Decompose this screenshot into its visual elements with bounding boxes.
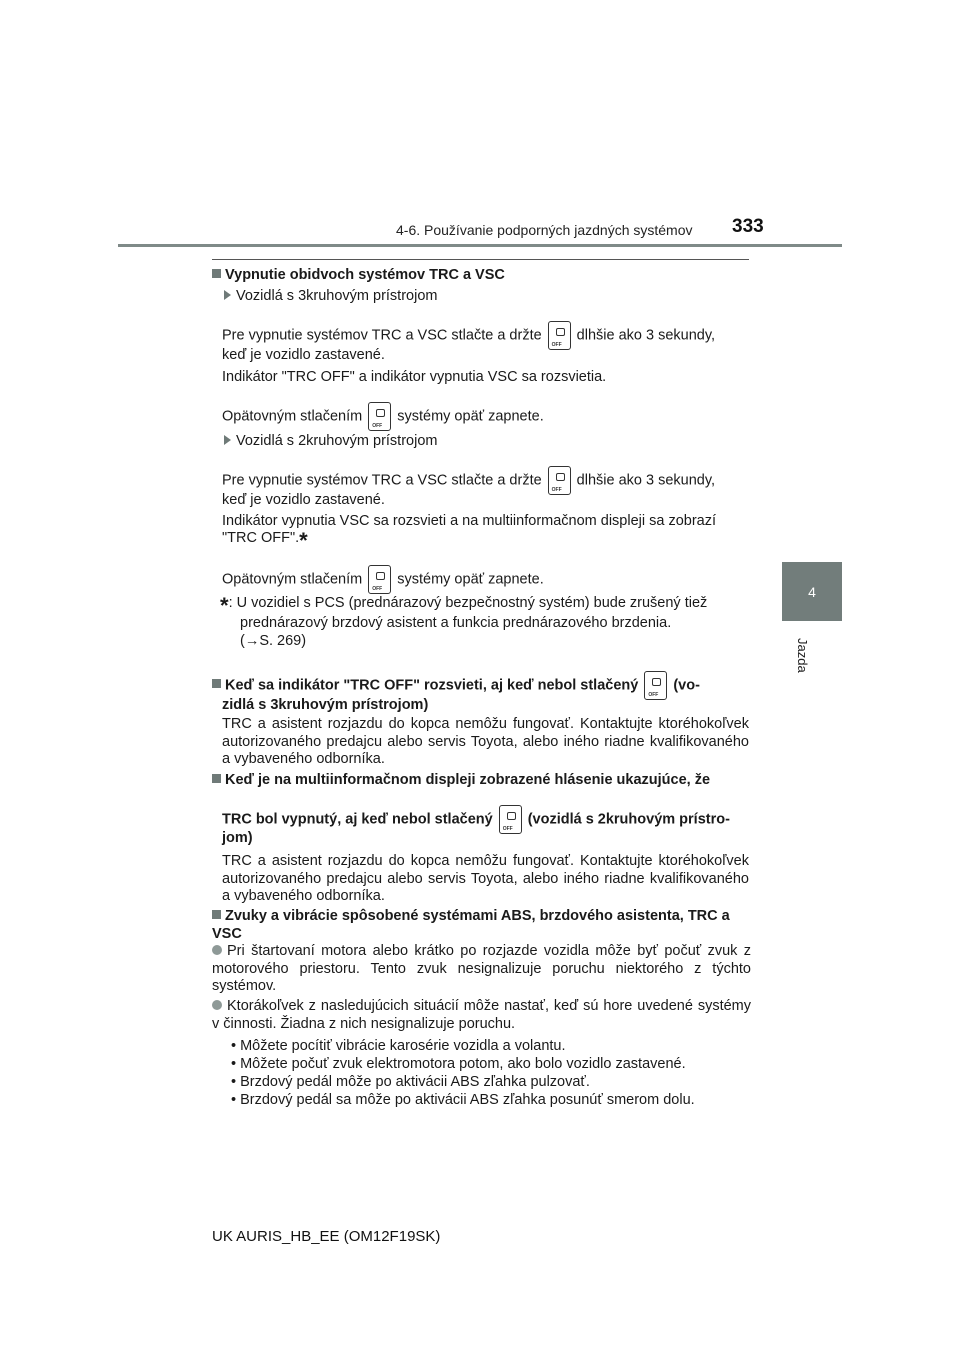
paragraph-line: keď je vozidlo zastavené. — [222, 347, 385, 363]
square-bullet-icon — [212, 679, 221, 688]
circle-bullet-icon — [212, 945, 222, 955]
square-bullet-icon — [212, 774, 221, 783]
list-item: • Brzdový pedál sa môže po aktivácii ABS zľahka posunúť smerom dolu. — [231, 1092, 695, 1108]
triangle-bullet-icon — [224, 435, 231, 445]
circle-bullet-icon — [212, 1000, 222, 1010]
vsc-off-switch-icon — [644, 671, 667, 700]
paragraph-line: "TRC OFF".* — [222, 528, 308, 553]
footnote-marker: * — [299, 528, 308, 553]
paragraph-line: Pre vypnutie systémov TRC a VSC stlačte a držteOFF dlhšie ako 3 sekundy, — [222, 466, 715, 495]
list-item: • Môžete počuť zvuk elektromotora potom, ako bolo vozidlo zastavené. — [231, 1056, 686, 1072]
section-heading-noise-vibration: Zvuky a vibrácie spôsobené systémami ABS, brzdového asistenta, TRC a VSC — [212, 908, 730, 942]
vsc-off-switch-icon — [499, 805, 522, 834]
content-divider — [212, 259, 749, 260]
section-heading-trc-off-message: Keď je na multiinformačnom displeji zobrazené hlásenie ukazujúce, že — [212, 772, 710, 789]
section-heading-cont: TRC bol vypnutý, aj keď nebol stlačenýOFF (vozidlá s 2kruhovým prístro- — [222, 805, 730, 834]
list-item: • Môžete pocítiť vibrácie karosérie vozidla a volantu. — [231, 1038, 566, 1054]
vsc-off-switch-icon — [368, 402, 391, 431]
paragraph-line: Opätovným stlačenímOFF systémy opäť zapnete. — [222, 402, 544, 431]
chapter-title: 4-6. Používanie podporných jazdných systémov — [396, 222, 693, 238]
paragraph-line: Indikátor vypnutia VSC sa rozsvieti a na multiinformačnom displeji sa zobrazí — [222, 513, 717, 529]
vsc-off-switch-icon — [368, 565, 391, 594]
section-heading-cont: jom) — [222, 830, 253, 846]
footnote-line: prednárazový brzdový asistent a funkcia prednárazového brzdenia. — [240, 615, 672, 631]
square-bullet-icon — [212, 910, 221, 919]
footnote-link[interactable]: (→S. 269) — [240, 633, 307, 649]
footnote-marker: * — [220, 593, 229, 618]
section-body: TRC a asistent rozjazdu do kopca nemôžu fungovať. Kontaktujte ktoréhokoľvek autorizovaného predajcu alebo servis Toyota, alebo iného riadne kvalifikovaného a vybaveného odborníka. — [222, 853, 749, 904]
bullet-item: Pri štartovaní motora alebo krátko po rozjazde vozidla môže byť počuť zvuk z motorového priestoru. Tento zvuk nesignalizuje poruchu niektorého z týchto systémov. — [212, 943, 751, 994]
square-bullet-icon — [212, 269, 221, 278]
chapter-tab-number: 4 — [808, 583, 816, 600]
paragraph-line: Opätovným stlačenímOFF systémy opäť zapnete. — [222, 565, 544, 594]
header-divider — [118, 244, 842, 247]
vsc-off-switch-icon — [548, 466, 571, 495]
chapter-tab-label: Jazda — [795, 637, 810, 673]
paragraph-line: Pre vypnutie systémov TRC a VSC stlačte a držteOFF dlhšie ako 3 sekundy, — [222, 321, 715, 350]
vsc-off-switch-icon — [548, 321, 571, 350]
paragraph-line: Indikátor "TRC OFF" a indikátor vypnutia VSC sa rozsvietia. — [222, 369, 607, 385]
section-heading-trc-off-lit: Keď sa indikátor "TRC OFF" rozsvieti, aj keď nebol stlačenýOFF (vo- — [212, 671, 700, 700]
bullet-item: Ktorákoľvek z nasledujúcich situácií môže nastať, keď sú hore uvedené systémy v činnosti. Žiadna z nich nesignalizuje poruchu. — [212, 998, 751, 1032]
subheading-2-gauge: Vozidlá s 2kruhovým prístrojom — [224, 433, 437, 450]
section-heading-cont: zidlá s 3kruhovým prístrojom) — [222, 697, 429, 713]
triangle-bullet-icon — [224, 290, 231, 300]
subheading-3-gauge: Vozidlá s 3kruhovým prístrojom — [224, 288, 437, 305]
footer-model-code: UK AURIS_HB_EE (OM12F19SK) — [212, 1228, 441, 1245]
list-item: • Brzdový pedál môže po aktivácii ABS zľahka pulzovať. — [231, 1074, 590, 1090]
page-number: 333 — [732, 216, 764, 237]
section-body: TRC a asistent rozjazdu do kopca nemôžu fungovať. Kontaktujte ktoréhokoľvek autorizovaného predajcu alebo servis Toyota, alebo iného riadne kvalifikovaného a vybaveného odborníka. — [222, 716, 749, 767]
paragraph-line: keď je vozidlo zastavené. — [222, 492, 385, 508]
section-heading-trc-vsc-off: Vypnutie obidvoch systémov TRC a VSC — [212, 267, 505, 284]
footnote-line: *: U vozidiel s PCS (prednárazový bezpečnostný systém) bude zrušený tiež — [220, 593, 708, 618]
chapter-tab[interactable] — [782, 562, 842, 621]
